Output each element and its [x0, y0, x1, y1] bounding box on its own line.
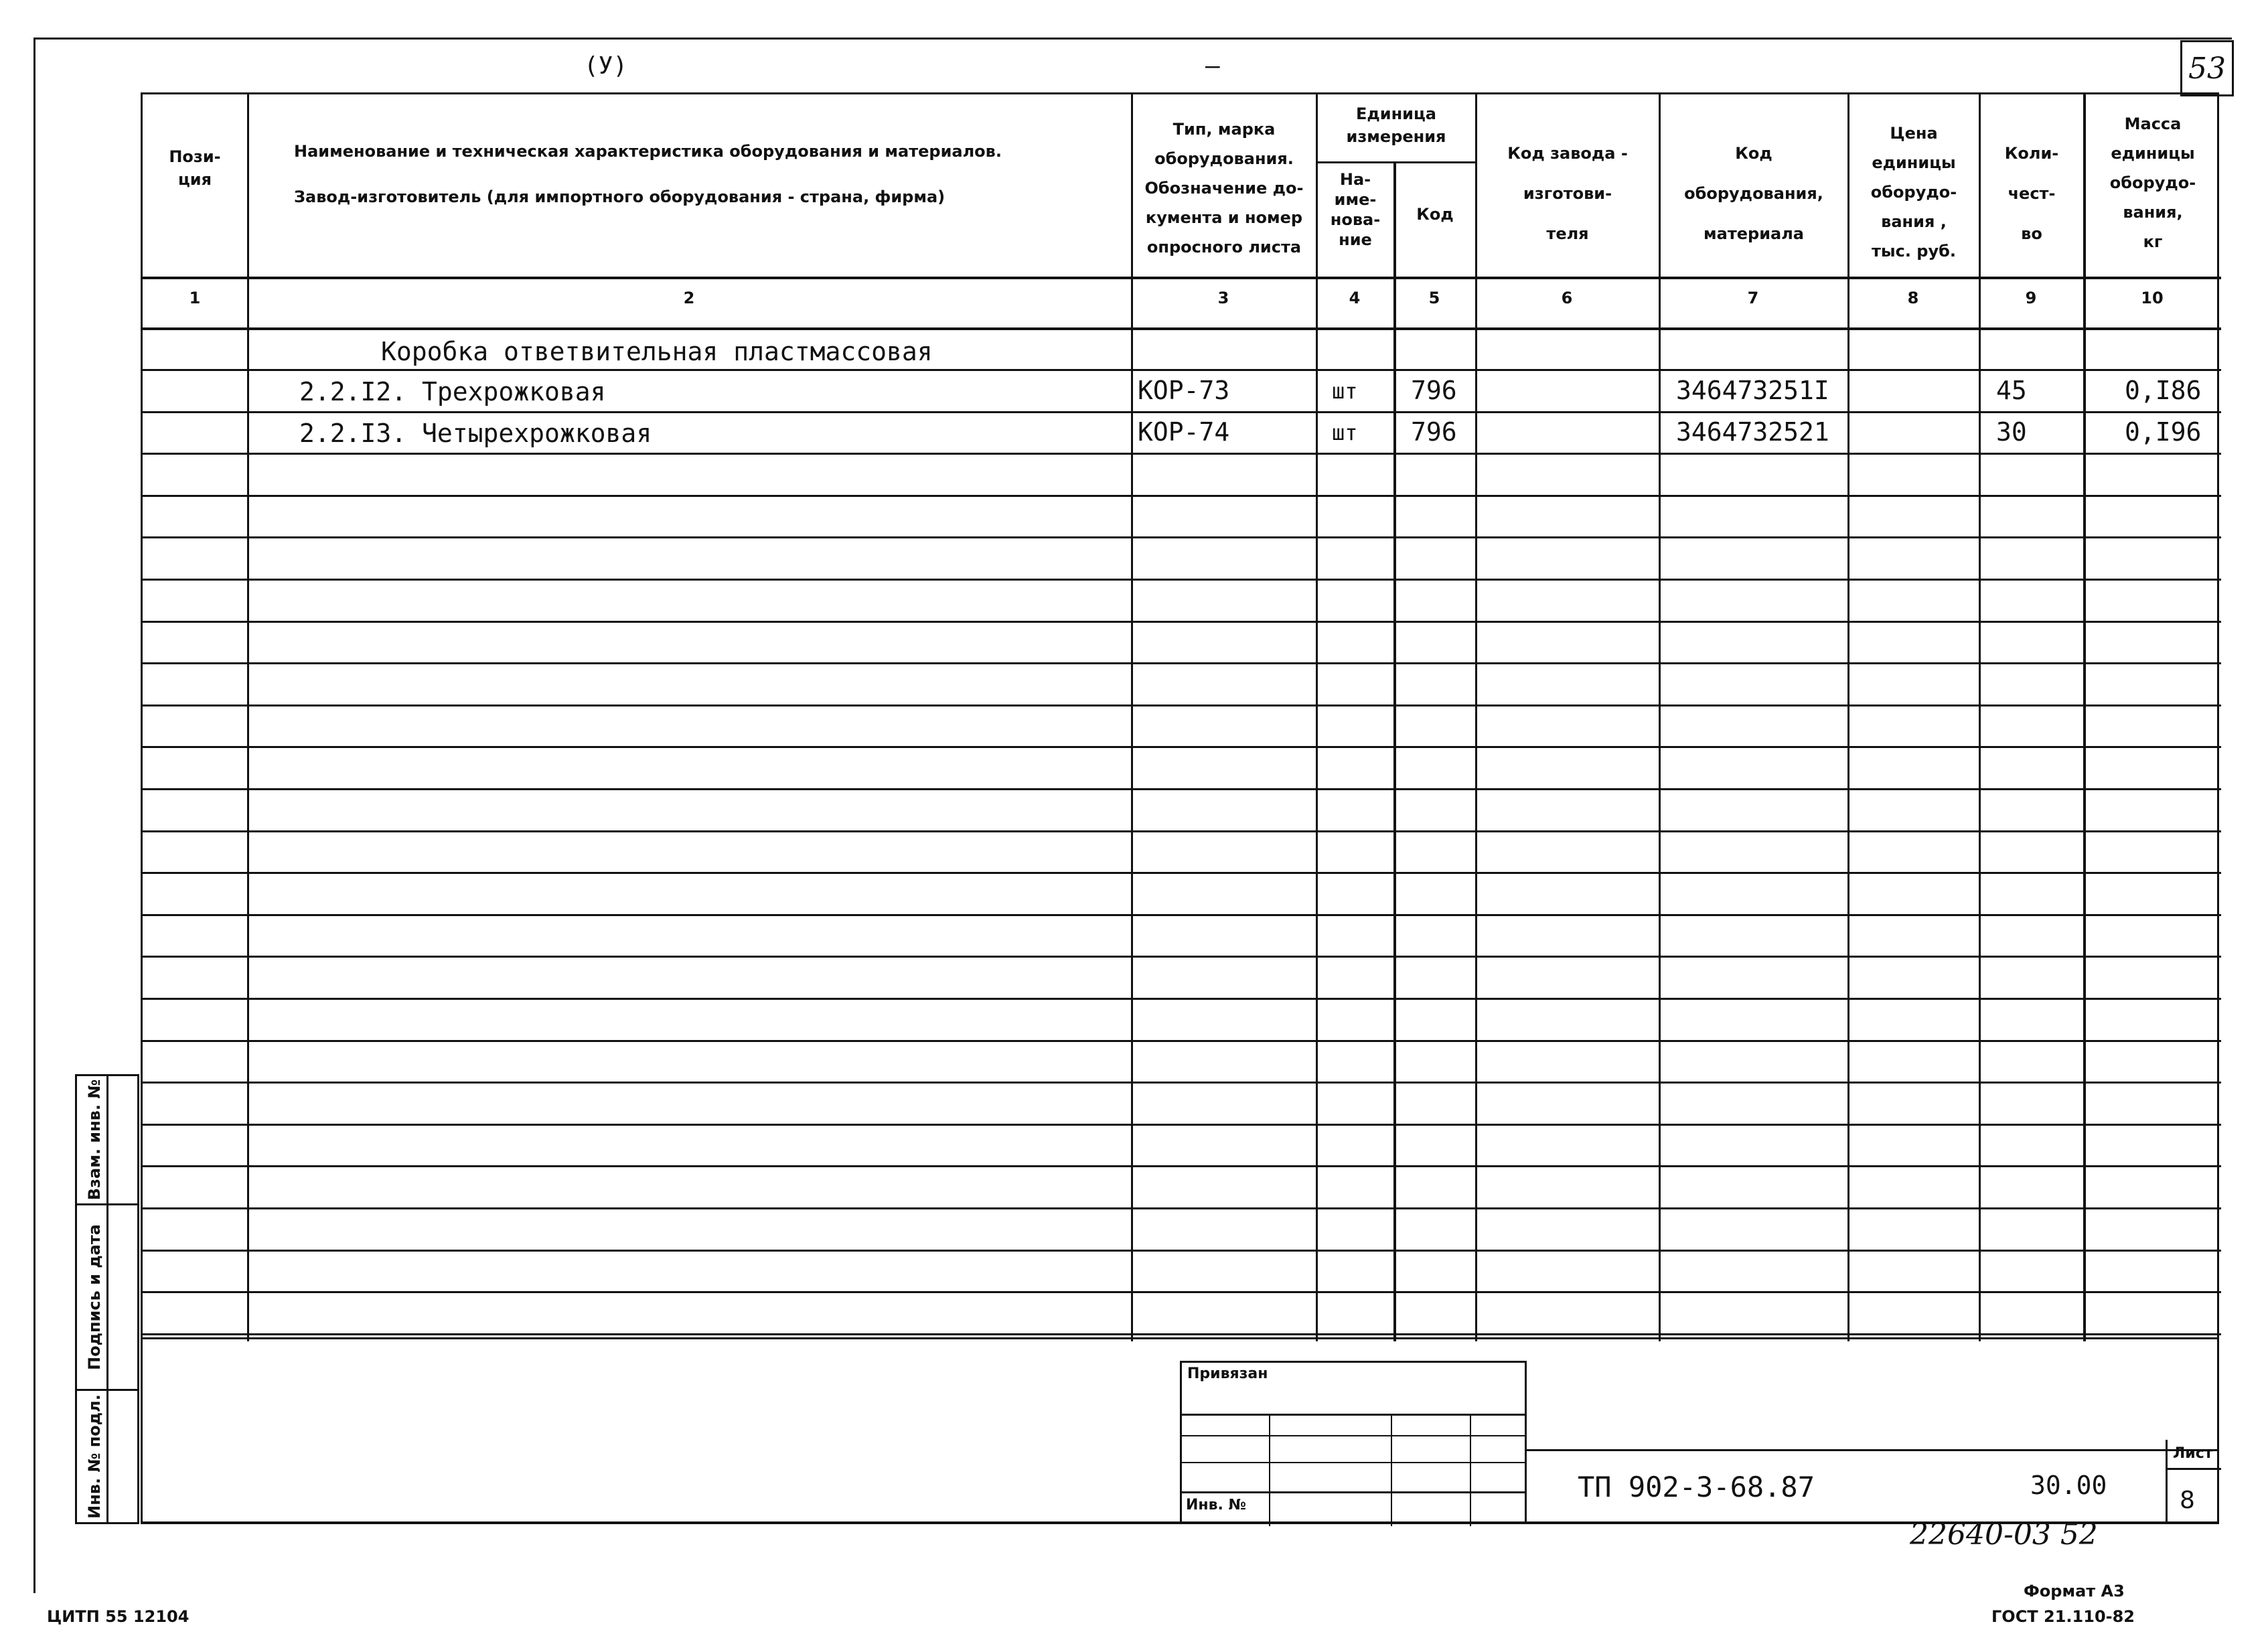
- row-divider: [143, 1124, 2221, 1126]
- stamp-vzam: [75, 1074, 139, 1205]
- row-divider: [143, 872, 2221, 874]
- row-divider: [143, 1165, 2221, 1167]
- top-mark-center: –: [1205, 52, 1220, 80]
- sheet-number: 8: [2180, 1487, 2195, 1514]
- column-number: 3: [1217, 289, 1229, 307]
- column-number: 7: [1747, 289, 1759, 307]
- sheet-corner-number: 53: [2180, 40, 2234, 96]
- citp-label: ЦИТП 55 12104: [47, 1607, 190, 1626]
- group-heading: Коробка ответвительная пластмассовая: [381, 337, 933, 366]
- header-type: Тип, марка оборудования. Обозначение до- кумента и номер опросного листа: [1144, 120, 1304, 256]
- row-name: 2.2.I2. Трехрожковая: [299, 377, 606, 406]
- privyazan-block: [1180, 1361, 1527, 1524]
- row-divider: [143, 830, 2221, 832]
- column-number: 2: [683, 289, 695, 307]
- row-divider: [143, 788, 2221, 790]
- column-number: 8: [1907, 289, 1919, 307]
- sheet-label: Лист: [2173, 1445, 2213, 1462]
- top-mark-left: (У): [584, 52, 628, 80]
- section-code: 30.00: [2030, 1471, 2107, 1500]
- row-divider: [143, 369, 2221, 371]
- header-unit-code: Код: [1416, 205, 1454, 224]
- row-divider: [143, 536, 2221, 538]
- row-equipment-code: 346473251I: [1676, 376, 1829, 405]
- stamp-inv-podl: [75, 1389, 139, 1524]
- header-quantity: Коли- чест- во: [2004, 144, 2059, 243]
- handwritten-number: 22640-03 52: [1910, 1517, 2098, 1552]
- stamp-podpis-label: Подпись и дата: [85, 1224, 104, 1370]
- row-divider: [143, 956, 2221, 958]
- stamp-podpis: [75, 1203, 139, 1391]
- row-unit: шт: [1332, 378, 1358, 404]
- header-name-line1: Наименование и техническая характеристика оборудования и материалов.: [294, 142, 1002, 161]
- stamp-vzam-label: Взам. инв. №: [85, 1079, 104, 1201]
- document-code: ТП 902-3-68.87: [1578, 1471, 1815, 1503]
- row-divider: [143, 579, 2221, 581]
- stamp-inv-podl-label: Инв. № подл.: [85, 1394, 104, 1519]
- header-unit-name: На- име- нова- ние: [1330, 170, 1381, 249]
- row-divider: [143, 495, 2221, 497]
- row-quantity: 45: [1996, 376, 2027, 405]
- row-type: КОР-74: [1138, 417, 1230, 447]
- row-type: КОР-73: [1138, 376, 1230, 405]
- row-quantity: 30: [1996, 417, 2027, 447]
- row-divider: [143, 1333, 2221, 1335]
- header-factory-code: Код завода - изготови- теля: [1507, 144, 1628, 243]
- header-mass: Масса единицы оборудо- вания, кг: [2109, 115, 2196, 251]
- format-label: Формат А3: [2024, 1582, 2125, 1601]
- privyazan-label: Привязан: [1187, 1365, 1268, 1382]
- row-divider: [143, 998, 2221, 1000]
- sheet-cell: [2166, 1440, 2219, 1524]
- row-divider: [143, 746, 2221, 748]
- column-number: 10: [2141, 289, 2164, 307]
- equipment-table: [141, 92, 2219, 1339]
- column-number: 6: [1561, 289, 1573, 307]
- row-divider: [143, 1291, 2221, 1293]
- column-number: 5: [1428, 289, 1440, 307]
- column-number: 4: [1349, 289, 1361, 307]
- row-divider: [143, 453, 2221, 455]
- row-divider: [143, 621, 2221, 623]
- header-equipment-code: Код оборудования, материала: [1684, 144, 1823, 243]
- row-mass: 0,I86: [2125, 376, 2202, 405]
- row-unit: шт: [1332, 420, 1358, 445]
- row-divider: [143, 704, 2221, 707]
- row-unit-code: 796: [1411, 417, 1457, 447]
- row-unit-code: 796: [1411, 376, 1457, 405]
- row-divider: [143, 411, 2221, 413]
- row-name: 2.2.I3. Четырехрожковая: [299, 419, 652, 448]
- row-divider: [143, 914, 2221, 916]
- header-name-line2: Завод-изготовитель (для импортного оборудования - страна, фирма): [294, 188, 946, 206]
- inv-no-label: Инв. №: [1186, 1497, 1247, 1513]
- row-divider: [143, 1082, 2221, 1084]
- row-divider: [143, 1250, 2221, 1252]
- column-number: 9: [2025, 289, 2037, 307]
- row-equipment-code: 3464732521: [1676, 417, 1829, 447]
- column-number: 1: [189, 289, 201, 307]
- gost-label: ГОСТ 21.110-82: [1991, 1607, 2135, 1626]
- header-position: Пози- ция: [169, 147, 221, 189]
- header-price: Цена единицы оборудо- вания , тыс. руб.: [1870, 124, 1957, 261]
- row-divider: [143, 1207, 2221, 1209]
- row-divider: [143, 1040, 2221, 1042]
- header-unit-group: Единица измерения: [1346, 104, 1446, 146]
- row-divider: [143, 662, 2221, 664]
- row-mass: 0,I96: [2125, 417, 2202, 447]
